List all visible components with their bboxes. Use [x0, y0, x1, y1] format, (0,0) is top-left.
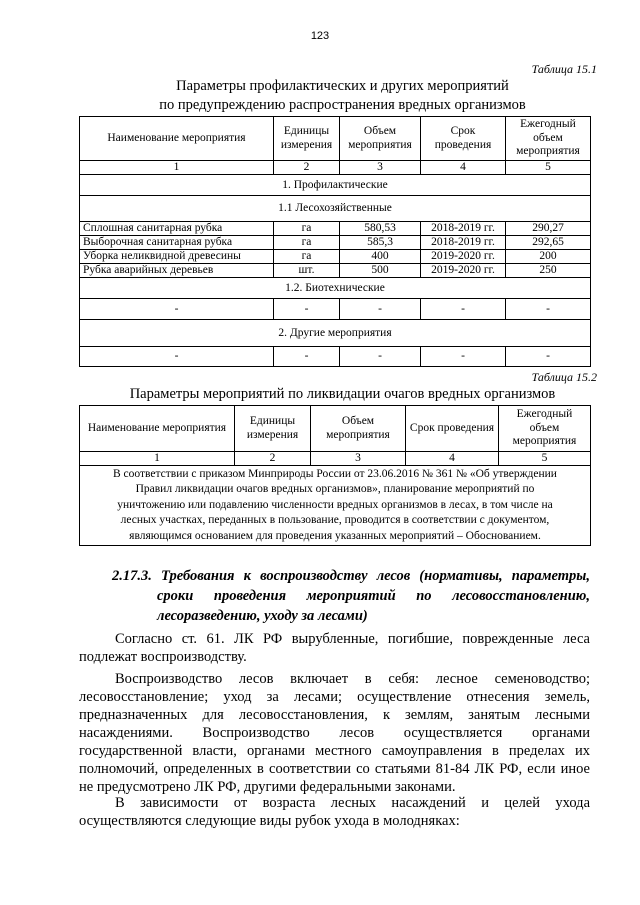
column-number: 1: [80, 452, 235, 466]
table-1-column-numbers: [80, 161, 591, 175]
header-cell: Срок проведения: [406, 406, 499, 452]
table-row: [80, 466, 591, 546]
table-cell: 200: [506, 250, 591, 264]
table-2-title: Параметры мероприятий по ликвидации очагов вредных организмов: [129, 386, 556, 402]
column-number: 2: [274, 161, 340, 175]
table-cell: га: [274, 250, 340, 264]
table-cell: 580,53: [340, 222, 421, 236]
table-row: [80, 196, 591, 222]
table-cell: 290,27: [506, 222, 591, 236]
note-line: уничтожению или подавлению численности вредных организмов в лесах, в том числе на: [117, 498, 553, 511]
subsection-heading-row: 1.2. Биотехнические: [80, 278, 591, 299]
table-row: [80, 236, 591, 250]
header-cell: Срок проведения: [421, 117, 506, 161]
table-cell: Сплошная санитарная рубка: [80, 222, 274, 236]
table-cell: 2019-2020 гг.: [421, 250, 506, 264]
table-cell: -: [340, 299, 421, 320]
table-row: [80, 264, 591, 278]
header-cell: Единицы измерения: [235, 406, 311, 452]
note-line: лесных участках, переданных в пользование, проводится в соответствии с документом,: [120, 514, 550, 527]
paragraph-line: насаждениями. Воспроизводство лесов осуществляется органами: [79, 725, 590, 741]
paragraph-line: В зависимости от возраста лесных насаждений и целей ухода: [115, 795, 590, 811]
column-number: 4: [421, 161, 506, 175]
table-1: [79, 116, 591, 367]
paragraph-line: государственной власти, органами местного самоуправления в пределах их: [79, 743, 590, 759]
table-cell: -: [506, 299, 591, 320]
paragraph-line: предназначенных для лесовосстановления, к землям, занятым лесными: [79, 707, 590, 723]
paragraph-3: [79, 794, 590, 830]
column-number: 5: [506, 161, 591, 175]
paragraph-line: подлежат воспроизводству.: [79, 649, 247, 665]
table-2-header-row: [80, 406, 591, 452]
table-1-title-line-1: Параметры профилактических и других мероприятий: [176, 78, 509, 94]
table-cell: 585,3: [340, 236, 421, 250]
table-cell: 2018-2019 гг.: [421, 222, 506, 236]
table-2: [79, 405, 591, 546]
header-cell: Ежегодный объем мероприятия: [506, 117, 591, 161]
section-heading-row: 1. Профилактические: [80, 175, 591, 196]
table-row: [80, 299, 591, 320]
table-1-title-line-2: по предупреждению распространения вредных организмов: [159, 97, 526, 113]
table-cell: 292,65: [506, 236, 591, 250]
section-title-part-1: Требования к воспроизводству лесов (нормативы, параметры,: [161, 568, 590, 584]
header-cell: Объем мероприятия: [340, 117, 421, 161]
subsection-heading-row: 1.1 Лесохозяйственные: [80, 196, 591, 222]
paragraph-line: Воспроизводство лесов включает в себя: лесное семеноводство;: [115, 671, 590, 687]
note-line: Правил ликвидации очагов вредных организмов», планирование мероприятий по: [135, 483, 535, 496]
section-heading: [112, 566, 590, 626]
table-cell: шт.: [274, 264, 340, 278]
section-title-part-2: сроки проведения мероприятий по лесовосстановлению,: [157, 588, 590, 604]
table-cell: Выборочная санитарная рубка: [80, 236, 274, 250]
table-1-header-row: [80, 117, 591, 161]
section-heading-row: 2. Другие мероприятия: [80, 320, 591, 347]
table-2-note: [80, 466, 591, 546]
table-cell: 250: [506, 264, 591, 278]
table-cell: 2019-2020 гг.: [421, 264, 506, 278]
paragraph-line: лесовосстановление; уход за лесами; осуществление отнесения земель,: [79, 689, 590, 705]
note-line: В соответствии с приказом Минприроды России от 23.06.2016 № 361 № «Об утверждении: [113, 467, 557, 480]
table-cell: -: [340, 347, 421, 367]
paragraph-line: осуществляются следующие виды рубок ухода в молодняках:: [79, 813, 460, 829]
paragraph-1: [79, 630, 590, 666]
header-cell: Ежегодный объем мероприятия: [499, 406, 591, 452]
table-row: [80, 278, 591, 299]
section-number: 2.17.3.: [112, 568, 152, 584]
column-number: 5: [499, 452, 591, 466]
table-cell: га: [274, 222, 340, 236]
table-row: [80, 320, 591, 347]
table-cell: Рубка аварийных деревьев: [80, 264, 274, 278]
note-line: являющимся основанием для проведения указанных мероприятий – Обоснованием.: [129, 529, 541, 542]
header-cell: Наименование мероприятия: [80, 406, 235, 452]
table-1-label: Таблица 15.1: [531, 62, 597, 76]
table-cell: 2018-2019 гг.: [421, 236, 506, 250]
table-cell: -: [274, 299, 340, 320]
table-cell: -: [274, 347, 340, 367]
table-row: [80, 222, 591, 236]
section-title-part-3: лесоразведению, уходу за лесами): [157, 608, 368, 624]
table-cell: Уборка неликвидной древесины: [80, 250, 274, 264]
table-row: [80, 175, 591, 196]
table-cell: -: [421, 347, 506, 367]
column-number: 4: [406, 452, 499, 466]
column-number: 1: [80, 161, 274, 175]
table-cell: -: [421, 299, 506, 320]
table-1-title: [75, 77, 610, 115]
column-number: 3: [311, 452, 406, 466]
page-number: 123: [310, 30, 330, 42]
column-number: 3: [340, 161, 421, 175]
paragraph-2: [79, 670, 590, 796]
table-cell: га: [274, 236, 340, 250]
section-heading-line-1: [112, 566, 590, 586]
table-cell: -: [80, 299, 274, 320]
header-cell: Наименование мероприятия: [80, 117, 274, 161]
header-cell: Объем мероприятия: [311, 406, 406, 452]
table-2-column-numbers: [80, 452, 591, 466]
table-row: [80, 347, 591, 367]
table-cell: -: [80, 347, 274, 367]
table-2-label: Таблица 15.2: [531, 370, 597, 384]
paragraph-line: не предусмотрено ЛК РФ, другими федеральными законами.: [79, 779, 456, 795]
paragraph-line: полномочий, определенных в соответствии со статьями 81-84 ЛК РФ, если иное: [79, 761, 590, 777]
table-cell: -: [506, 347, 591, 367]
paragraph-line: Согласно ст. 61. ЛК РФ вырубленные, погибшие, поврежденные леса: [115, 631, 590, 647]
table-cell: 500: [340, 264, 421, 278]
header-cell: Единицы измерения: [274, 117, 340, 161]
table-row: [80, 250, 591, 264]
table-cell: 400: [340, 250, 421, 264]
column-number: 2: [235, 452, 311, 466]
